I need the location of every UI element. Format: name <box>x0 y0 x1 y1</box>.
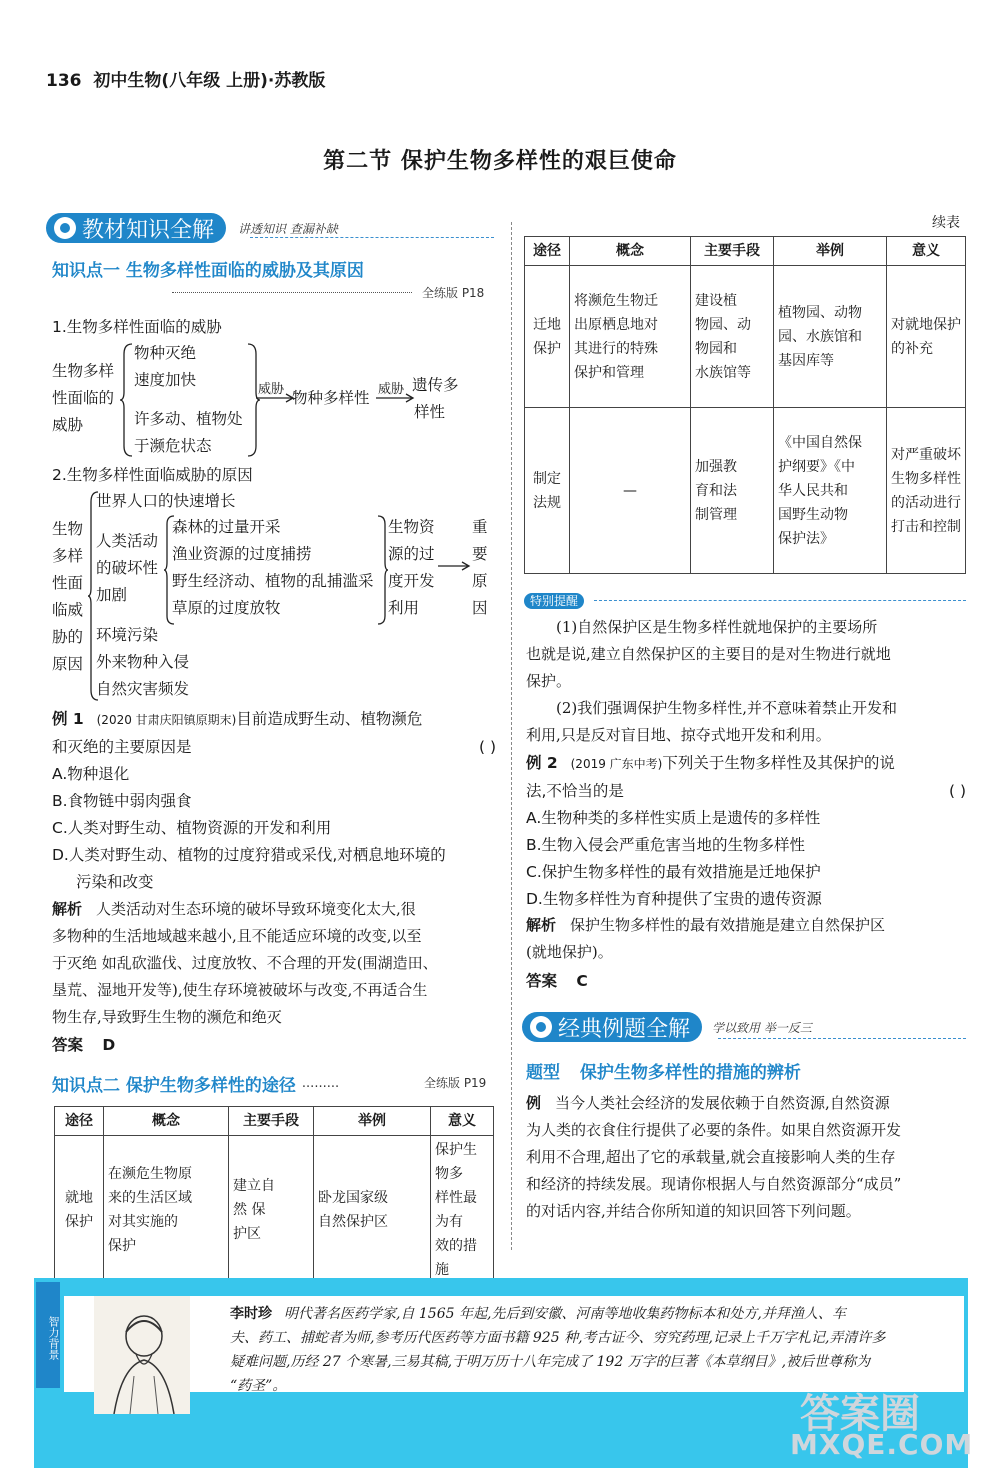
cause-res: 利用 <box>388 599 420 617</box>
tip-rule <box>594 600 966 601</box>
cause-important: 因 <box>472 599 488 617</box>
cell-line: 对就地保护 <box>891 316 961 333</box>
analysis1-label: 解析 <box>52 900 83 918</box>
threat-item: 于濒危状态 <box>134 437 212 455</box>
cell-line: 将濒危生物迁 <box>574 292 658 309</box>
tip-body <box>526 614 968 749</box>
cell-line: 建立自 <box>233 1178 275 1194</box>
analysis1-line: 人类活动对生态环境的破坏导致环境变化太大,很 <box>96 900 416 918</box>
cell-line: — <box>623 482 637 499</box>
kp1-title: 知识点一 生物多样性面临的威胁及其原因 <box>52 261 364 281</box>
footer-line: 疑难问题,历经 27 个寒暑,三易其稿,于明万历十八年完成了 192 万字的巨著《本草纲目》,被后世尊称为 <box>230 1354 871 1370</box>
threat-end: 遗传多 <box>412 376 459 394</box>
ex1-option: C.人类对野生动、植物资源的开发和利用 <box>52 819 332 837</box>
cell-line: 园、水族馆和 <box>778 328 862 345</box>
cell-line: 在濒危生物原 <box>108 1166 192 1182</box>
cell-line: 出原栖息地对 <box>574 316 658 333</box>
ex1-option: D.人类对野生动、植物的过度狩猎或采伐,对栖息地环境的 <box>52 846 446 864</box>
ex1-question: 和灭绝的主要原因是 <box>52 738 192 756</box>
cell-line: 保护法》 <box>778 530 834 547</box>
arrow1-label: 威胁 <box>258 382 285 397</box>
arrow-right-icon <box>438 560 472 572</box>
footer-line: 夫、药工、捕蛇者为师,参考历代医药等方面书籍 925 种,考古证今、穷究药理,记录上千万字札记,弄清许多 <box>230 1330 886 1346</box>
cell-line: 对严重破坏 <box>891 446 961 463</box>
cell-line: 建设植 <box>695 292 737 309</box>
watermark-cn: 答案圈 <box>800 1391 920 1437</box>
portrait-image <box>94 1296 190 1414</box>
cell-line: 打击和控制 <box>891 518 961 535</box>
kp1-ref: 全练版 P18 <box>422 286 485 300</box>
table-header: 举例 <box>314 1107 431 1136</box>
footer-side-tag: 智力背景 <box>36 1282 60 1388</box>
example-2 <box>526 750 966 913</box>
watermark-en: MXQE.COM <box>790 1428 974 1461</box>
banner-subtitle: 讲透知识 查漏补缺 <box>238 221 338 236</box>
tip-line: 保护。 <box>526 672 572 690</box>
cause-important: 原 <box>472 572 488 590</box>
answer2-value: C <box>576 972 588 990</box>
cause-first: 世界人口的快速增长 <box>96 492 236 510</box>
table-header: 主要手段 <box>691 237 774 266</box>
analysis-2 <box>526 912 966 966</box>
cause-act: 渔业资源的过度捕捞 <box>172 545 312 563</box>
ex2-question: 法,不恰当的是 <box>526 782 624 800</box>
cause-other: 外来物种入侵 <box>96 653 190 671</box>
ex2-label: 例 2 <box>526 754 558 772</box>
ex1-option: 污染和改变 <box>76 873 154 891</box>
type-title-text: 保护生物多样性的措施的辨析 <box>579 1063 801 1083</box>
threat-item: 速度加快 <box>134 371 197 389</box>
threat-root-line: 生物多样 <box>52 362 115 380</box>
cell-line: 对其实施的 <box>108 1214 178 1230</box>
answer1-label: 答案 <box>52 1036 84 1054</box>
knowledge-banner <box>46 213 338 243</box>
table-header: 概念 <box>104 1107 229 1136</box>
example3-label: 例 <box>526 1094 542 1112</box>
table-header: 举例 <box>774 237 887 266</box>
analysis1-line: 垦荒、湿地开发等),使生存环境被破坏与改变,不再适合生 <box>52 981 428 999</box>
example3-line: 当今人类社会经济的发展依赖于自然资源,自然资源 <box>555 1094 890 1112</box>
banner-bullet-icon <box>530 1016 552 1038</box>
cause-root-line: 胁的 <box>52 628 84 646</box>
cause-root-line: 原因 <box>52 655 84 673</box>
acts-brace-right <box>376 514 388 626</box>
cell-line: 的活动进行 <box>891 494 961 511</box>
book-title: 初中生物(八年级 上册)·苏教版 <box>93 71 326 91</box>
arrow-right-icon <box>256 392 296 404</box>
cause-other: 环境污染 <box>96 626 159 644</box>
threat-root-line: 性面临的 <box>52 389 115 407</box>
cell-line: 华人民共和 <box>778 482 848 499</box>
cell-line: 护区 <box>233 1226 261 1242</box>
banner-rule <box>718 1038 966 1039</box>
table-row <box>525 266 966 408</box>
cause-act: 森林的过量开采 <box>172 518 281 536</box>
cell-line: 育和法 <box>695 482 737 499</box>
kp2-title-text: 知识点二 保护生物多样性的途径 <box>52 1076 296 1096</box>
cell-line: 就地 <box>65 1190 93 1206</box>
table-header-row <box>525 237 966 266</box>
ex1-option: A.物种退化 <box>52 765 130 783</box>
cell-line: 的补充 <box>891 340 933 357</box>
cell-line: 物园和 <box>695 340 737 357</box>
analysis2-line: 保护生物多样性的最有效措施是建立自然保护区 <box>570 916 886 934</box>
table-methods-1 <box>54 1106 494 1285</box>
answer-1 <box>52 1032 115 1059</box>
table-header-row <box>55 1107 494 1136</box>
cause-human: 加剧 <box>96 586 128 604</box>
example3-line: 和经济的持续发展。现请你根据人与自然资源部分“成员” <box>526 1175 902 1193</box>
cause-res: 度开发 <box>388 572 435 590</box>
cell-line: 保护 <box>108 1238 136 1254</box>
example3-line: 利用不合理,超出了它的承载量,就会直接影响人类的生存 <box>526 1148 896 1166</box>
footer-line: “药圣”。 <box>230 1378 287 1394</box>
answer-2 <box>526 968 588 995</box>
type-title <box>526 1058 801 1083</box>
table-header: 途径 <box>525 237 570 266</box>
example-3 <box>526 1090 968 1225</box>
cell-line: 制定 <box>533 470 561 487</box>
cell-line: 加强教 <box>695 458 737 475</box>
example3-line: 为人类的衣食住行提供了必要的条件。如果自然资源开发 <box>526 1121 902 1139</box>
ex1-label: 例 1 <box>52 710 84 728</box>
cell-line: 生物多样性 <box>891 470 961 487</box>
cell-line: 水族馆等 <box>695 364 751 381</box>
kp2-leader: ········· <box>301 1080 340 1095</box>
analysis2-line: (就地保护)。 <box>526 943 613 961</box>
ex1-question: 目前造成野生动、植物濒危 <box>236 710 423 728</box>
analysis1-line: 物生存,导致野生生物的濒危和绝灭 <box>52 1008 282 1026</box>
cause-root-line: 临威 <box>52 601 84 619</box>
cell-line: 植物园、动物 <box>778 304 862 321</box>
ex1-answer-blank: ( ) <box>478 738 496 756</box>
table-header: 途径 <box>55 1107 104 1136</box>
table-header: 意义 <box>887 237 966 266</box>
cell-line: 制管理 <box>695 506 737 523</box>
table-header: 主要手段 <box>229 1107 314 1136</box>
example-1 <box>52 706 496 896</box>
threat-diagram <box>52 340 502 460</box>
cell-line: 护纲要》《中 <box>778 458 855 475</box>
cause-important: 要 <box>472 545 488 563</box>
cell-line: 保护生物多 <box>435 1142 477 1182</box>
tip-tag-label: 特别提醒 <box>524 593 584 609</box>
tip-line: (2)我们强调保护生物多样性,并不意味着禁止开发和 <box>556 699 898 717</box>
kp2-title <box>52 1071 339 1096</box>
threat-root-line: 威胁 <box>52 416 84 434</box>
cell-line: 来的生活区域 <box>108 1190 192 1206</box>
tip-tag <box>524 590 584 609</box>
threat-mid: 物种多样性 <box>292 389 370 407</box>
analysis2-label: 解析 <box>526 916 557 934</box>
cause-res: 生物资 <box>388 518 435 536</box>
cause-diagram <box>52 488 502 706</box>
analysis1-line: 多物种的生活地域越来越小,且不能适应环境的改变,以至 <box>52 927 422 945</box>
cell-line: 迁地 <box>533 316 561 333</box>
continued-label: 续表 <box>932 215 960 231</box>
cell-line: 保护 <box>65 1214 93 1230</box>
example3-line: 的对话内容,并结合你所知道的知识回答下列问题。 <box>526 1202 861 1220</box>
type-title-label: 题型 <box>526 1063 560 1083</box>
ex2-answer-blank: ( ) <box>948 782 966 800</box>
ex2-question: 下列关于生物多样性及其保护的说 <box>662 754 895 772</box>
banner-label: 经典例题全解 <box>558 1016 691 1042</box>
cause-other: 自然灾害频发 <box>96 680 190 698</box>
cell-line: 卧龙国家级 <box>318 1190 388 1206</box>
cause-root-line: 多样 <box>52 547 84 565</box>
analysis-1 <box>52 896 496 1031</box>
cause-root-line: 性面 <box>52 574 84 592</box>
ex1-option: B.食物链中弱肉强食 <box>52 792 192 810</box>
ex1-source: (2020 甘肃庆阳镇原期末) <box>96 713 237 727</box>
ex2-option: D.生物多样性为育种提供了宝贵的遗传资源 <box>526 890 822 908</box>
cause-act: 草原的过度放牧 <box>172 599 281 617</box>
threat-item: 许多动、植物处 <box>134 410 243 428</box>
kp2-ref: 全练版 P19 <box>424 1076 487 1090</box>
tip-line: (1)自然保护区是生物多样性就地保护的主要场所 <box>556 618 878 636</box>
banner-bullet-icon <box>54 217 76 239</box>
banner-label: 教材知识全解 <box>82 217 215 243</box>
cell-line: 其进行的特殊 <box>574 340 658 357</box>
ex2-option: C.保护生物多样性的最有效措施是迁地保护 <box>526 863 821 881</box>
cell-line: 法规 <box>533 494 561 511</box>
banner-rule <box>250 237 494 238</box>
cause-root-line: 生物 <box>52 520 84 538</box>
threat-item: 物种灭绝 <box>134 344 197 362</box>
heading-threats: 1.生物多样性面临的威胁 <box>52 318 222 336</box>
cause-human: 的破坏性 <box>96 559 159 577</box>
cell-line: 物园、动 <box>695 316 751 333</box>
section-title: 第二节 保护生物多样性的艰巨使命 <box>323 149 677 174</box>
table-methods-2 <box>524 236 966 574</box>
analysis1-line: 于灭绝 如乱砍滥伐、过度放牧、不合理的开发(围湖造田、 <box>52 954 438 972</box>
answer1-value: D <box>102 1036 116 1054</box>
banner-subtitle: 学以致用 举一反三 <box>712 1020 812 1035</box>
cell-line: 《中国自然保 <box>778 434 862 451</box>
cell-line: 样性最为有 <box>435 1190 477 1230</box>
footer-name: 李时珍 <box>230 1306 272 1322</box>
cell-line: 效的措施 <box>435 1238 477 1278</box>
cause-human: 人类活动 <box>96 532 159 550</box>
arrow-right-icon <box>376 392 416 404</box>
cell-line: 然 保 <box>233 1202 266 1218</box>
cell-line: 自然保护区 <box>318 1214 388 1230</box>
arrow2-label: 威胁 <box>378 382 405 397</box>
table-header: 概念 <box>570 237 691 266</box>
heading-causes: 2.生物多样性面临威胁的原因 <box>52 466 253 484</box>
cause-important: 重 <box>472 518 488 536</box>
kp1-leader <box>172 292 412 293</box>
cause-res: 源的过 <box>388 545 435 563</box>
cell-line: 国野生动物 <box>778 506 848 523</box>
page-number: 136 <box>46 71 82 91</box>
answer2-label: 答案 <box>526 972 558 990</box>
column-divider <box>511 222 512 1250</box>
cell-line: 保护和管理 <box>574 364 644 381</box>
cell-line: 基因库等 <box>778 352 834 369</box>
table-row <box>525 408 966 574</box>
ex2-option: B.生物入侵会严重危害当地的生物多样性 <box>526 836 806 854</box>
tip-line: 利用,只是反对盲目地、掠夺式地开发和利用。 <box>526 726 831 744</box>
ex2-source: (2019 广东中考) <box>570 757 663 771</box>
cause-act: 野生经济动、植物的乱捕滥采 <box>172 572 374 590</box>
threat-end: 样性 <box>414 403 446 421</box>
table-header: 意义 <box>431 1107 494 1136</box>
tip-line: 也就是说,建立自然保护区的主要目的是对生物进行就地 <box>526 645 891 663</box>
footer-line: 明代著名医药学家,自 1565 年起,先后到安徽、河南等地收集药物标本和处方,并拜渔人、车 <box>284 1306 846 1322</box>
table-row <box>55 1136 494 1285</box>
cell-line: 保护 <box>533 340 561 357</box>
page-header <box>46 66 325 91</box>
ex2-option: A.生物种类的多样性实质上是遗传的多样性 <box>526 809 821 827</box>
